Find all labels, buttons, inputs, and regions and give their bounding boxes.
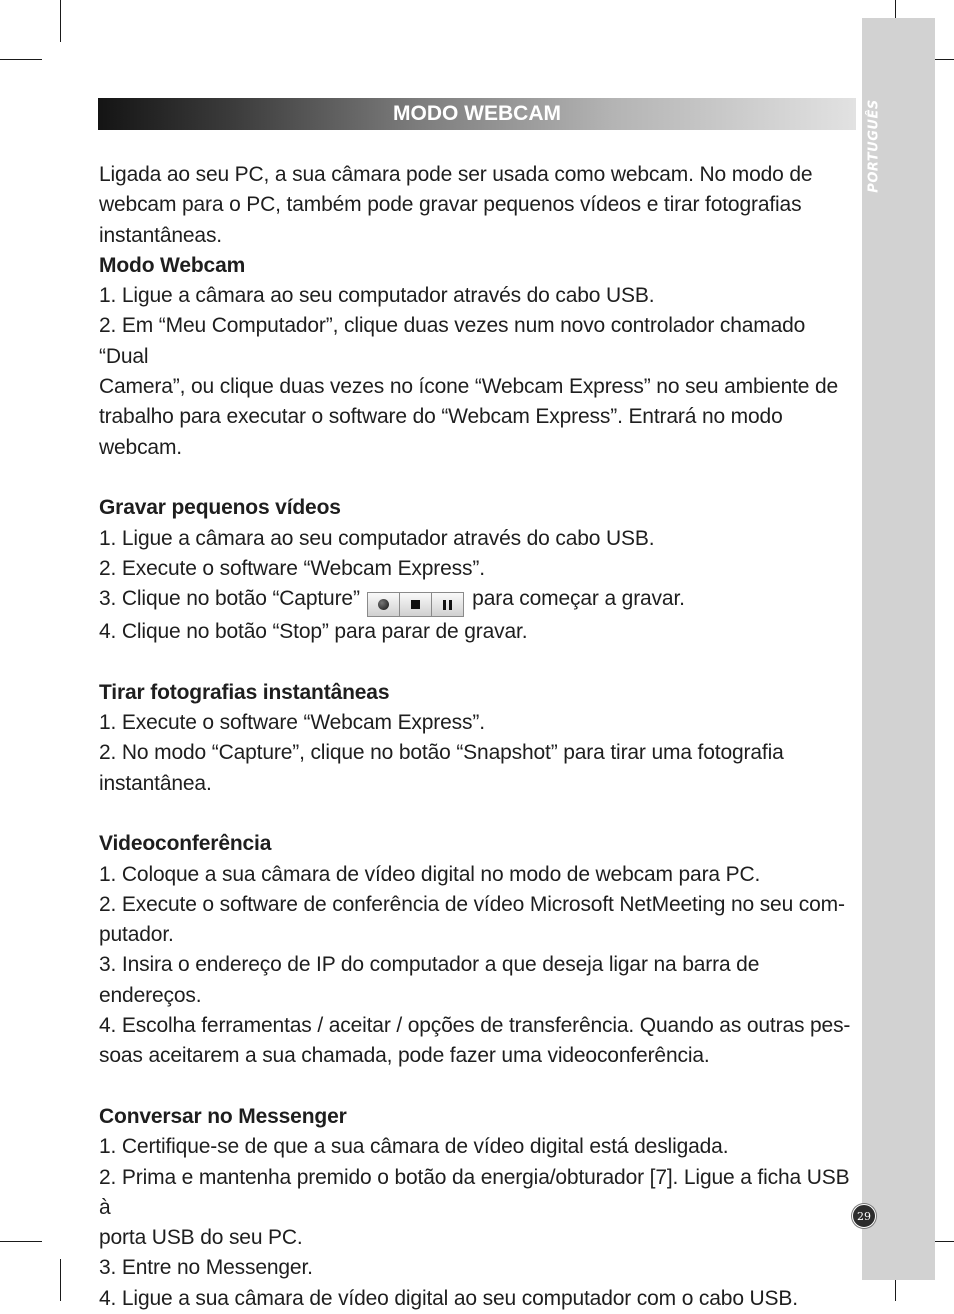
snapshot-step: instantânea.: [99, 771, 212, 795]
snapshot-step: 1. Execute o software “Webcam Express”.: [99, 711, 485, 735]
stop-icon: [411, 600, 420, 609]
intro-line: instantâneas.: [99, 223, 222, 247]
page-title: MODO WEBCAM: [393, 102, 561, 125]
page-content: [99, 160, 859, 1314]
section-title-bar: [98, 98, 856, 130]
crop-mark: [0, 59, 42, 60]
heading-snapshot: Tirar fotografias instantâneas: [99, 680, 390, 704]
messenger-step: 4. Ligue a sua câmara de vídeo digital ao seu computador com o cabo USB.: [99, 1286, 798, 1310]
messenger-step: 3. Entre no Messenger.: [99, 1256, 313, 1280]
webcam-step: Camera”, ou clique duas vezes no ícone “Webcam Express” no seu ambiente de: [99, 375, 839, 399]
crop-mark: [0, 1241, 42, 1242]
video-step: 1. Coloque a sua câmara de vídeo digital no modo de webcam para PC.: [99, 862, 761, 886]
crop-mark: [60, 0, 61, 42]
messenger-step: 2. Prima e mantenha premido o botão da energia/obturador [7]. Ligue a ficha USB à: [99, 1165, 850, 1219]
record-step-text: 3. Clique no botão “Capture”: [99, 587, 360, 611]
heading-messenger: Conversar no Messenger: [99, 1104, 347, 1128]
snapshot-step: 2. No modo “Capture”, clique no botão “Snapshot” para tirar uma fotografia: [99, 741, 784, 765]
messenger-step: 1. Certifique-se de que a sua câmara de vídeo digital está desligada.: [99, 1135, 729, 1159]
video-step: 2. Execute o software de conferência de vídeo Microsoft NetMeeting no seu com-: [99, 892, 845, 916]
video-step: 4. Escolha ferramentas / aceitar / opções de transferência. Quando as outras pes-: [99, 1014, 851, 1038]
video-step: 3. Insira o endereço de IP do computador a que deseja ligar na barra de endereços.: [99, 953, 760, 1007]
language-side-tab: [862, 18, 935, 1280]
crop-mark: [60, 1259, 61, 1301]
messenger-step: porta USB do seu PC.: [99, 1226, 303, 1250]
language-label: PORTUGUÊS: [866, 99, 882, 193]
page-number: 29: [852, 1204, 876, 1228]
webcam-step: 2. Em “Meu Computador”, clique duas vezes num novo controlador chamado “Dual: [99, 314, 806, 368]
record-button: [368, 593, 400, 616]
heading-webcam-mode: Modo Webcam: [99, 253, 246, 277]
video-step: soas aceitarem a sua chamada, pode fazer uma videoconferência.: [99, 1044, 710, 1068]
record-step-capture: [99, 584, 859, 617]
record-step: 4. Clique no botão “Stop” para parar de gravar.: [99, 620, 528, 644]
capture-controls: [367, 592, 464, 617]
webcam-step: trabalho para executar o software do “Webcam Express”. Entrará no modo webcam.: [99, 405, 783, 459]
intro-line: Ligada ao seu PC, a sua câmara pode ser usada como webcam. No modo de: [99, 163, 813, 186]
intro-line: webcam para o PC, também pode gravar pequenos vídeos e tirar fotografias: [99, 193, 802, 217]
video-step: putador.: [99, 923, 174, 947]
pause-icon: [443, 600, 452, 610]
heading-videoconference: Videoconferência: [99, 832, 272, 856]
heading-record-video: Gravar pequenos vídeos: [99, 496, 341, 520]
record-step: 2. Execute o software “Webcam Express”.: [99, 556, 485, 580]
record-step: 1. Ligue a câmara ao seu computador através do cabo USB.: [99, 526, 655, 550]
stop-button: [400, 593, 432, 616]
record-step-text: para começar a gravar.: [472, 587, 685, 611]
record-icon: [378, 599, 389, 610]
webcam-step: 1. Ligue a câmara ao seu computador através do cabo USB.: [99, 284, 655, 308]
pause-button: [432, 593, 463, 616]
